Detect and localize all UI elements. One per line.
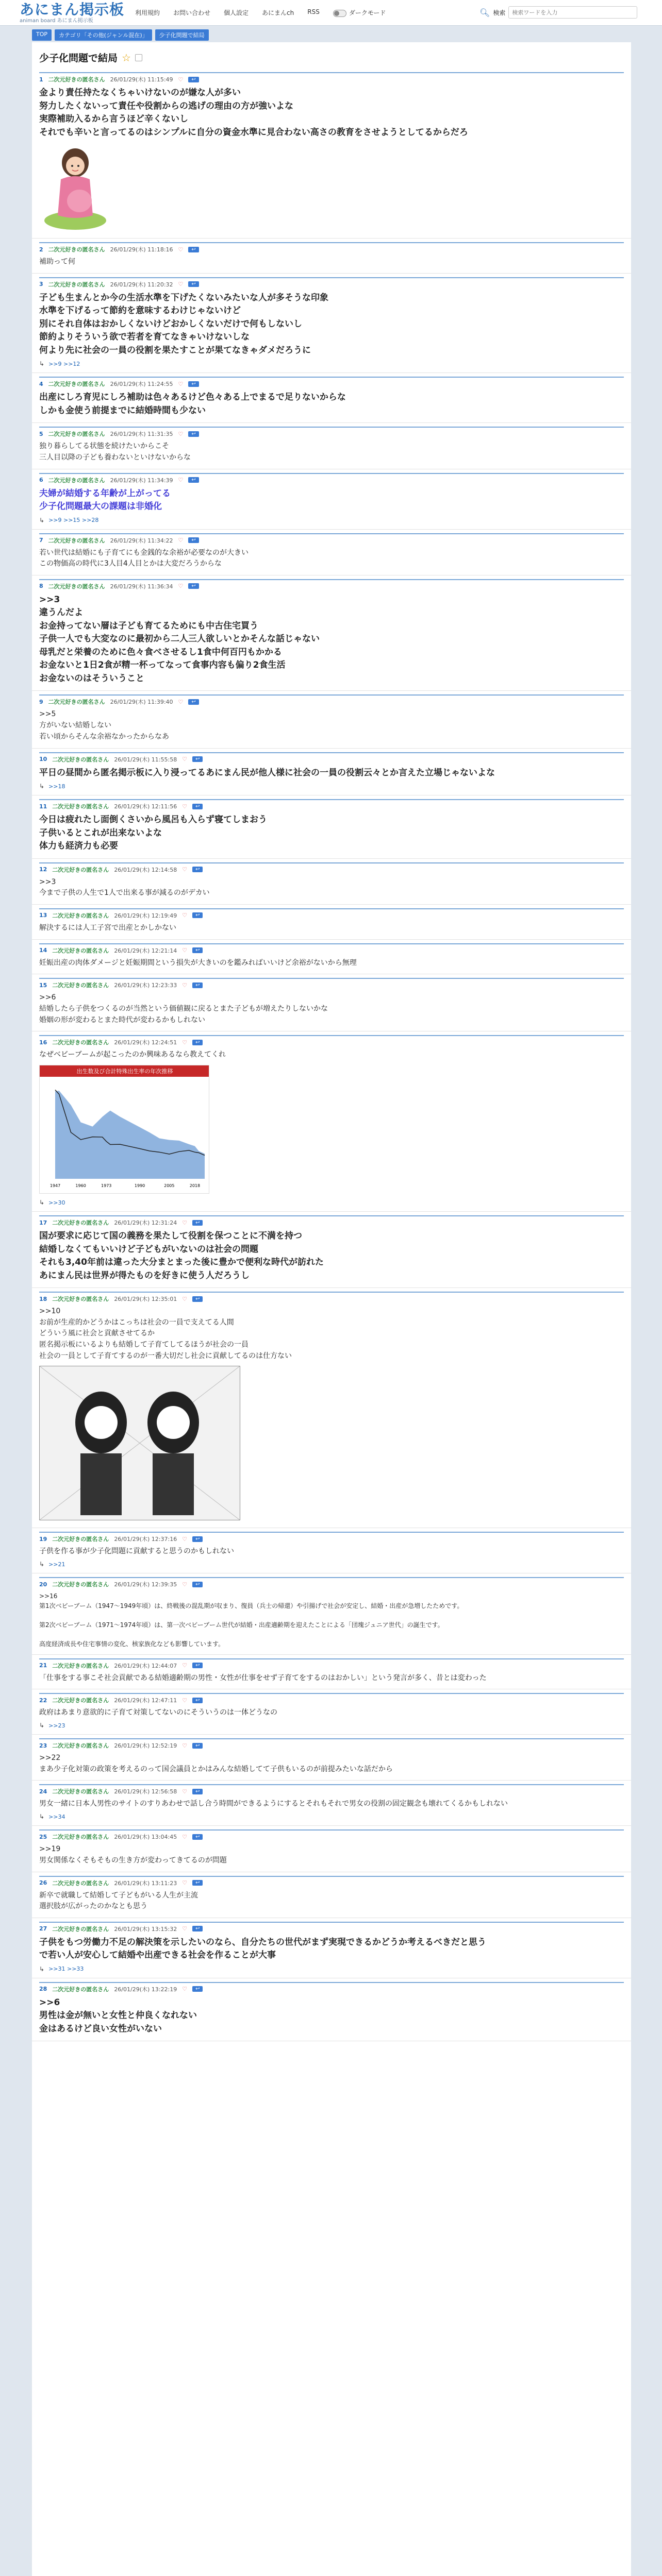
post-body: 出産にしろ育児にしろ補助は色々あるけど色々ある上でまるで足りないからな しかも金使う前提までに結婚時間も少ない xyxy=(39,392,346,416)
post-date: 26/01/29(木) 13:11:23 xyxy=(114,1879,177,1887)
post-date: 26/01/29(木) 12:31:24 xyxy=(114,1219,177,1226)
search-input[interactable] xyxy=(508,6,637,19)
poster-name: 二次元好きの匿名さん xyxy=(52,1986,109,1993)
post-body: 独り暮らしてる状態を続けたいからこそ 三人目以降の子ども養わないといけないからな xyxy=(39,442,191,462)
post-meta xyxy=(39,1577,624,1591)
post-body: なぜベビーブームが起こったのか興味あるなら教えてくれ xyxy=(39,1050,226,1059)
x-tick-label: 1973 xyxy=(101,1183,112,1188)
post-date: 26/01/29(木) 11:34:39 xyxy=(110,477,173,484)
post-item xyxy=(32,1781,631,1826)
post-number[interactable]: 28 xyxy=(39,1986,47,1993)
post-body: >>3 違うんだよ お金持ってない層は子ども育てるためにも中古住宅買う 子供一人でも大変なのに最初から二人三人欲しいとかそんな話じゃない 母乳だと栄養のために色々食べさせるし1食中何百円もかかる お金ないと1日2食が精一杯ってなって食事内容も偏り2食生活 お金ないのはそういうこと xyxy=(39,594,320,684)
reply-refs xyxy=(39,1722,624,1729)
post-number[interactable]: 4 xyxy=(39,380,43,387)
reply-icon[interactable]: ↩ xyxy=(192,1926,203,1931)
heart-icon[interactable]: ♡ xyxy=(178,477,184,484)
post-meta xyxy=(39,908,624,923)
poster-name: 二次元好きの匿名さん xyxy=(52,1788,109,1795)
post-number[interactable]: 25 xyxy=(39,1833,47,1840)
post-meta xyxy=(39,1784,624,1799)
site-logo[interactable] xyxy=(20,2,124,24)
nav-darkmode[interactable] xyxy=(333,8,386,17)
post-body: >>3 今まで子供の人生で1人で出来る事が減るのがデカい xyxy=(39,877,210,897)
poster-name: 二次元好きの匿名さん xyxy=(52,1039,109,1046)
reply-refs xyxy=(39,1199,624,1206)
reply-anchor-links[interactable]: >>31 >>33 xyxy=(48,1965,84,1973)
post-number[interactable]: 8 xyxy=(39,583,43,590)
poster-name: 二次元好きの匿名さん xyxy=(52,803,109,810)
heart-icon[interactable]: ♡ xyxy=(178,380,184,387)
reply-count-icon: ↳ xyxy=(39,516,45,524)
post-body: 解決するには人工子宮で出産とかしかない xyxy=(39,923,176,932)
post-date: 26/01/29(木) 11:18:16 xyxy=(110,246,173,253)
thread-container xyxy=(32,42,631,2576)
search-area xyxy=(479,6,637,19)
magnifier-icon: 🔍︎ xyxy=(479,7,490,18)
post-meta xyxy=(39,1876,624,1890)
post-meta xyxy=(39,799,624,814)
post-number[interactable]: 23 xyxy=(39,1742,47,1749)
poster-name: 二次元好きの匿名さん xyxy=(52,756,109,763)
post-body: 夫婦が結婚する年齢が上がってる 少子化問題最大の課題は非婚化 xyxy=(39,488,171,512)
post-date: 26/01/29(木) 11:24:55 xyxy=(110,381,173,388)
post-date: 26/01/29(木) 11:39:40 xyxy=(110,699,173,706)
post-meta xyxy=(39,1658,624,1673)
poster-name: 二次元好きの匿名さん xyxy=(52,1581,109,1588)
post-meta xyxy=(39,242,624,257)
post-item xyxy=(32,1031,631,1212)
post-meta xyxy=(39,694,624,709)
post-item xyxy=(32,469,631,530)
post-item xyxy=(32,859,631,905)
x-tick-label: 1960 xyxy=(75,1183,86,1188)
post-meta xyxy=(39,1532,624,1546)
x-tick-label: 2005 xyxy=(164,1183,175,1188)
heart-icon[interactable]: ♡ xyxy=(178,246,184,253)
heart-icon[interactable]: ♡ xyxy=(182,1697,188,1704)
post-item xyxy=(32,1872,631,1918)
post-number[interactable]: 19 xyxy=(39,1535,47,1543)
post-meta xyxy=(39,1215,624,1230)
heart-icon[interactable]: ♡ xyxy=(178,537,184,544)
post-body: >>19 男女関係なくそもそもの生き方が変わってきてるのが問題 xyxy=(39,1845,227,1865)
post-body: 子供をもつ労働力不足の解決策を示したいのなら、自分たちの世代がまず実現できるかどうか考えるべきだと思う で若い人が安心して結婚や出産できる社会を作ることが大事 xyxy=(39,1937,486,1961)
site-header xyxy=(0,0,662,26)
heart-icon[interactable]: ♡ xyxy=(182,1788,188,1795)
post-number[interactable]: 15 xyxy=(39,981,47,989)
reply-count-icon: ↳ xyxy=(39,360,45,368)
heart-icon[interactable]: ♡ xyxy=(182,1535,188,1543)
post-number[interactable]: 12 xyxy=(39,866,47,873)
post-date: 26/01/29(木) 12:39:35 xyxy=(114,1581,177,1588)
heart-icon[interactable]: ♡ xyxy=(182,1879,188,1886)
post-meta xyxy=(39,862,624,877)
x-tick-label: 1947 xyxy=(49,1183,61,1188)
reply-icon[interactable]: ↩ xyxy=(192,1220,203,1226)
post-number[interactable]: 10 xyxy=(39,756,47,762)
reply-icon[interactable]: ↩ xyxy=(188,583,198,589)
page-title: 少子化問題で結局 xyxy=(39,53,118,64)
search-label: 検索 xyxy=(493,9,506,16)
reply-refs xyxy=(39,1561,624,1568)
heart-icon[interactable]: ♡ xyxy=(182,1662,188,1669)
reply-icon[interactable]: ↩ xyxy=(192,1040,203,1045)
poster-name: 二次元好きの匿名さん xyxy=(48,699,105,706)
post-meta xyxy=(39,752,624,767)
heart-icon[interactable]: ♡ xyxy=(178,76,184,83)
nav-terms[interactable]: 利用規約 xyxy=(135,9,160,16)
heart-icon[interactable]: ♡ xyxy=(182,756,188,762)
post-meta xyxy=(39,943,624,958)
heart-icon[interactable]: ♡ xyxy=(182,981,188,989)
reply-icon[interactable]: ↩ xyxy=(192,982,203,988)
reply-count-icon: ↳ xyxy=(39,1965,45,1973)
heart-icon[interactable]: ♡ xyxy=(182,1742,188,1749)
reply-refs xyxy=(39,517,624,524)
breadcrumb xyxy=(32,29,209,41)
poster-name: 二次元好きの匿名さん xyxy=(52,1296,109,1302)
reply-anchor-links[interactable]: >>21 xyxy=(48,1561,65,1568)
post-body: >>22 まあ少子化対策の政策を考えるのって国会議員とかはみんな結婚してて子供もいるのが前提みたいな話だから xyxy=(39,1754,393,1773)
post-meta xyxy=(39,978,624,992)
reply-icon[interactable]: ↩ xyxy=(188,281,198,287)
pregnant-woman-illustration[interactable] xyxy=(39,143,624,233)
reply-refs xyxy=(39,783,624,790)
poster-name: 二次元好きの匿名さん xyxy=(52,947,109,954)
post-body: 男女一緒に日本人男性のサイトのすりあわせで話し合う時間ができるようにするとそれもそれで男女の役割の固定観念も壊れてくるかもしれない xyxy=(39,1800,508,1808)
top-nav xyxy=(135,8,386,17)
reply-icon[interactable]: ↩ xyxy=(192,867,203,872)
post-body: >>10 お前が生産的かどうかはこっちは社会の一員で支えてる人間 どういう風に社会と貢献させてるか 匿名掲示板にいるよりも結婚して子育てしてるほうが社会の一員 社会の一員として子育てするのが一番大切だし社会に貢献してるのは仕方ない xyxy=(39,1307,292,1360)
post-item xyxy=(32,1573,631,1655)
nav-animanch[interactable]: あにまんch xyxy=(262,9,294,16)
post-date: 26/01/29(木) 13:22:19 xyxy=(114,1986,177,1993)
post-item xyxy=(32,1978,631,2042)
reply-icon[interactable]: ↩ xyxy=(192,1296,203,1302)
reply-icon[interactable]: ↩ xyxy=(192,804,203,809)
reply-anchor-links[interactable]: >>9 >>12 xyxy=(48,360,80,367)
post-body: >>6 男性は金が無いと女性と仲良くなれない 金はあるけど良い女性がいない xyxy=(39,1997,197,2034)
post-number[interactable]: 9 xyxy=(39,698,43,705)
post-body: 金より責任持たなくちゃいけないのが嫌な人が多い 努力したくないって責任や役割からの逃げの理由の方が強いよな 実際補助入るから言うほど辛くないし それでも辛いと言ってるのはシンプルに自分の資金水準に見合わない高さの教育をさせようとしてるからだろ xyxy=(39,88,468,138)
reply-icon[interactable]: ↩ xyxy=(188,381,198,387)
post-number[interactable]: 1 xyxy=(39,76,43,83)
reply-icon[interactable]: ↩ xyxy=(192,1834,203,1840)
post-body: 補助って何 xyxy=(39,258,75,266)
poster-name: 二次元好きの匿名さん xyxy=(52,1834,109,1841)
post-body: 国が要求に応じて国の義務を果たして役割を保つことに不満を持つ 結婚しなくてもいいけど子どもがいないのは社会の問題 それも3,40年前は違った大分まとまった後に豊かで便利な時代が訪れた あにまん民は世界が得たものを好きに使う人だろうし xyxy=(39,1231,324,1281)
poster-name: 二次元好きの匿名さん xyxy=(48,583,105,590)
poster-name: 二次元好きの匿名さん xyxy=(48,431,105,438)
post-number[interactable]: 27 xyxy=(39,1925,47,1933)
post-meta xyxy=(39,377,624,391)
reply-count-icon: ↳ xyxy=(39,1722,45,1730)
logo-subtext: animan board あにまん掲示板 xyxy=(20,18,93,24)
post-number[interactable]: 26 xyxy=(39,1879,47,1886)
post-date: 26/01/29(木) 12:24:51 xyxy=(114,1039,177,1046)
poster-name: 二次元好きの匿名さん xyxy=(52,1697,109,1704)
post-date: 26/01/29(木) 12:23:33 xyxy=(114,982,177,989)
post-body: 平日の昼間から匿名掲示板に入り浸ってるあにまん民が他人様に社会の一員の役割云々とか言えた立場じゃないよな xyxy=(39,767,495,778)
poster-name: 二次元好きの匿名さん xyxy=(48,381,105,388)
reply-count-icon: ↳ xyxy=(39,1561,45,1568)
post-number[interactable]: 18 xyxy=(39,1295,47,1302)
heart-icon[interactable]: ♡ xyxy=(182,1986,188,1993)
post-item xyxy=(32,1826,631,1872)
reply-icon[interactable]: ↩ xyxy=(188,247,198,252)
reply-icon[interactable]: ↩ xyxy=(192,912,203,918)
post-meta xyxy=(39,579,624,594)
reply-icon[interactable]: ↩ xyxy=(192,1663,203,1668)
star-icon[interactable]: ☆ xyxy=(122,51,131,64)
reply-refs xyxy=(39,1813,624,1820)
post-meta xyxy=(39,1738,624,1753)
reply-icon[interactable]: ↩ xyxy=(192,1698,203,1703)
post-item xyxy=(32,905,631,940)
post-item xyxy=(32,795,631,859)
reply-refs xyxy=(39,1965,624,1973)
post-body: 妊娠出産の肉体ダメージと妊娠期間という損失が大きいのを鑑みればいいけど余裕がないから無理 xyxy=(39,958,357,967)
post-meta xyxy=(39,1829,624,1844)
x-tick-label: 2018 xyxy=(189,1183,201,1188)
heart-icon[interactable]: ♡ xyxy=(182,1039,188,1046)
post-date: 26/01/29(木) 12:11:56 xyxy=(114,803,177,810)
reply-icon[interactable]: ↩ xyxy=(188,537,198,543)
post-item xyxy=(32,1918,631,1978)
reply-icon[interactable]: ↩ xyxy=(192,1880,203,1886)
post-number[interactable]: 17 xyxy=(39,1219,47,1226)
post-date: 26/01/29(木) 11:55:58 xyxy=(114,756,177,763)
post-number[interactable]: 16 xyxy=(39,1039,47,1046)
heart-icon[interactable]: ♡ xyxy=(182,947,188,954)
reply-anchor-links[interactable]: >>30 xyxy=(48,1199,65,1206)
reply-anchor-links[interactable]: >>23 xyxy=(48,1722,65,1729)
poster-name: 二次元好きの匿名さん xyxy=(48,246,105,253)
post-item xyxy=(32,1212,631,1288)
heart-icon[interactable]: ♡ xyxy=(182,1833,188,1840)
thread-title-row xyxy=(32,42,631,69)
x-tick-label: 1990 xyxy=(134,1183,145,1188)
post-number[interactable]: 14 xyxy=(39,947,47,954)
post-body: 「仕事をする事こそ社会貢献である結婚適齢期の男性・女性が仕事をせず子育てをするのはおかしい」という発言が多く、昔とは変わった xyxy=(39,1673,487,1682)
post-list xyxy=(32,69,631,2041)
reply-count-icon: ↳ xyxy=(39,1813,45,1821)
checkbox-icon[interactable] xyxy=(135,54,142,61)
post-number[interactable]: 24 xyxy=(39,1788,47,1795)
post-date: 26/01/29(木) 12:35:01 xyxy=(114,1296,177,1302)
post-date: 26/01/29(木) 11:31:35 xyxy=(110,431,173,438)
heart-icon[interactable]: ♡ xyxy=(182,1219,188,1226)
post-number[interactable]: 11 xyxy=(39,803,47,810)
post-item xyxy=(32,1655,631,1690)
heart-icon[interactable]: ♡ xyxy=(178,583,184,590)
post-date: 26/01/29(木) 12:47:11 xyxy=(114,1697,177,1704)
post-meta xyxy=(39,473,624,487)
reply-refs xyxy=(39,360,624,367)
manga-panel-image[interactable] xyxy=(39,1366,624,1522)
heart-icon[interactable]: ♡ xyxy=(182,1295,188,1302)
post-number[interactable]: 7 xyxy=(39,537,43,544)
heart-icon[interactable]: ♡ xyxy=(182,912,188,919)
post-item xyxy=(32,575,631,691)
post-date: 26/01/29(木) 13:15:32 xyxy=(114,1925,177,1933)
post-number[interactable]: 21 xyxy=(39,1662,47,1669)
post-meta xyxy=(39,1035,624,1049)
post-body: >>16 第1次ベビーブーム（1947〜1949年頃）は、終戦後の混乱期が収まり、復員（兵士の帰還）や引揚げで社会が安定し、結婚・出産が急増したためです。 第2次ベビーブーム（1971〜1974年頃）は、第一次ベビーブーム世代が結婚・出産適齢期を迎えたことによる「団塊ジュニア世代」の誕生です。 高度経済成長や住宅事情の変化、核家族化なども影響しています。 xyxy=(39,1592,464,1648)
reply-anchor-links[interactable]: >>9 >>15 >>28 xyxy=(48,517,99,524)
post-meta xyxy=(39,277,624,292)
post-meta xyxy=(39,1292,624,1306)
post-meta xyxy=(39,1982,624,1996)
post-item xyxy=(32,974,631,1031)
nav-contact[interactable]: お問い合わせ xyxy=(173,9,211,16)
reply-anchor-links[interactable]: >>34 xyxy=(48,1813,65,1820)
heart-icon[interactable]: ♡ xyxy=(182,866,188,873)
reply-icon[interactable]: ↩ xyxy=(192,1789,203,1794)
poster-name: 二次元好きの匿名さん xyxy=(52,982,109,989)
births-area xyxy=(55,1091,205,1179)
post-body: 若い世代は結婚にも子育てにも金銭的な余裕が必要なのが大きい この物価高の時代に3人目4人目とかは大変だろうからな xyxy=(39,548,249,568)
post-date: 26/01/29(木) 12:52:19 xyxy=(114,1742,177,1750)
post-number[interactable]: 2 xyxy=(39,246,43,253)
heart-icon[interactable]: ♡ xyxy=(182,803,188,810)
reply-icon[interactable]: ↩ xyxy=(188,77,198,82)
darkmode-toggle[interactable] xyxy=(333,10,346,17)
crumb-category[interactable]: カテゴリ「その他(ジャンル混在)」 xyxy=(55,29,152,41)
post-item xyxy=(32,1735,631,1781)
post-body: 今日は疲れたし面倒くさいから風呂も入らず寝てしまおう 子供いるとこれが出来ないよな 体力も経済力も必要 xyxy=(39,815,267,851)
post-meta xyxy=(39,1922,624,1936)
poster-name: 二次元好きの匿名さん xyxy=(52,1536,109,1543)
reply-icon[interactable]: ↩ xyxy=(188,699,198,705)
post-date: 26/01/29(木) 11:20:32 xyxy=(110,281,173,288)
crumb-thread[interactable]: 少子化問題で結局 xyxy=(155,29,209,41)
post-item xyxy=(32,749,631,796)
post-number[interactable]: 13 xyxy=(39,912,47,919)
post-item xyxy=(32,691,631,748)
reply-icon[interactable]: ↩ xyxy=(192,756,203,762)
reply-icon[interactable]: ↩ xyxy=(192,1582,203,1587)
post-body: 政府はあまり意欲的に子育て対策してないのにそういうのは一体どうなの xyxy=(39,1708,277,1717)
post-date: 26/01/29(木) 11:34:22 xyxy=(110,537,173,544)
poster-name: 二次元好きの匿名さん xyxy=(52,912,109,919)
poster-name: 二次元好きの匿名さん xyxy=(52,866,109,873)
post-body: 子ども生まんとか今の生活水準を下げたくないみたいな人が多そうな印象 水準を下げるって節約を意味するわけじゃないけど 別にそれ自体はおかしくないけどおかしくないだけで何もしないし 節約よりそういう欲で若者を育てなきゃいけないしな 何より先に社会の一員の役割を果たすことが果てなきゃダメだろうに xyxy=(39,292,328,355)
reply-count-icon: ↳ xyxy=(39,783,45,790)
post-item xyxy=(32,530,631,575)
post-date: 26/01/29(木) 12:14:58 xyxy=(114,866,177,873)
post-number[interactable]: 5 xyxy=(39,430,43,437)
post-body: >>5 方がいない結婚しない 若い頃からそんな余裕なかったからなあ xyxy=(39,710,169,741)
heart-icon[interactable]: ♡ xyxy=(182,1925,188,1933)
birth-rate-chart[interactable] xyxy=(39,1065,624,1196)
poster-name: 二次元好きの匿名さん xyxy=(48,76,105,83)
post-date: 26/01/29(木) 12:37:16 xyxy=(114,1536,177,1543)
post-number[interactable]: 22 xyxy=(39,1697,47,1704)
post-item xyxy=(32,1528,631,1573)
crumb-top[interactable]: TOP xyxy=(32,29,52,41)
post-date: 26/01/29(木) 12:21:14 xyxy=(114,947,177,954)
heart-icon[interactable]: ♡ xyxy=(182,1581,188,1588)
post-number[interactable]: 6 xyxy=(39,477,43,484)
poster-name: 二次元好きの匿名さん xyxy=(52,1925,109,1933)
darkmode-label: ダークモード xyxy=(349,9,386,16)
poster-name: 二次元好きの匿名さん xyxy=(52,1662,109,1669)
post-date: 26/01/29(木) 12:44:07 xyxy=(114,1662,177,1669)
post-meta xyxy=(39,1693,624,1707)
chart-title: 出生数及び合計特殊出生率の年次推移 xyxy=(76,1068,173,1075)
post-date: 26/01/29(木) 13:04:45 xyxy=(114,1834,177,1841)
logo-text: あにまん掲示板 xyxy=(20,1,125,18)
post-date: 26/01/29(木) 12:56:58 xyxy=(114,1788,177,1795)
poster-name: 二次元好きの匿名さん xyxy=(48,281,105,288)
poster-name: 二次元好きの匿名さん xyxy=(52,1879,109,1887)
post-item xyxy=(32,239,631,274)
poster-name: 二次元好きの匿名さん xyxy=(48,477,105,484)
reply-icon[interactable]: ↩ xyxy=(188,431,198,437)
nav-rss[interactable]: RSS xyxy=(307,8,320,15)
post-body: 新卒で就職して結婚して子どもがいる人生が主流 選択肢が広がったのかなとも思う xyxy=(39,1891,198,1911)
nav-settings[interactable]: 個人設定 xyxy=(224,9,249,16)
poster-name: 二次元好きの匿名さん xyxy=(48,537,105,544)
post-item xyxy=(32,69,631,239)
post-meta xyxy=(39,533,624,548)
heart-icon[interactable]: ♡ xyxy=(178,430,184,437)
heart-icon[interactable]: ♡ xyxy=(178,698,184,705)
post-item xyxy=(32,373,631,423)
post-number[interactable]: 20 xyxy=(39,1581,47,1588)
post-body: >>6 結婚したら子供をつくるのが当然という価値観に戻るとまた子どもが増えたりしないかな 婚姻の形が変わるとまた時代が変わるかもしれない xyxy=(39,993,328,1024)
poster-name: 二次元好きの匿名さん xyxy=(52,1219,109,1226)
reply-icon[interactable]: ↩ xyxy=(192,947,203,953)
post-item xyxy=(32,1288,631,1528)
post-item xyxy=(32,940,631,975)
post-date: 26/01/29(木) 11:36:34 xyxy=(110,583,173,590)
post-date: 26/01/29(木) 11:15:49 xyxy=(110,76,173,83)
reply-count-icon: ↳ xyxy=(39,1199,45,1206)
post-body: 子供を作る事が少子化問題に貢献すると思うのかもしれない xyxy=(39,1547,234,1556)
post-meta xyxy=(39,427,624,441)
post-item xyxy=(32,1689,631,1735)
reply-icon[interactable]: ↩ xyxy=(192,1986,203,1992)
post-date: 26/01/29(木) 12:19:49 xyxy=(114,912,177,919)
reply-icon[interactable]: ↩ xyxy=(192,1743,203,1749)
post-item xyxy=(32,423,631,469)
heart-icon[interactable]: ♡ xyxy=(178,281,184,288)
poster-name: 二次元好きの匿名さん xyxy=(52,1742,109,1750)
reply-anchor-links[interactable]: >>18 xyxy=(48,783,65,790)
reply-icon[interactable]: ↩ xyxy=(192,1536,203,1542)
post-meta xyxy=(39,72,624,87)
reply-icon[interactable]: ↩ xyxy=(188,477,198,483)
post-item xyxy=(32,274,631,374)
post-number[interactable]: 3 xyxy=(39,281,43,288)
